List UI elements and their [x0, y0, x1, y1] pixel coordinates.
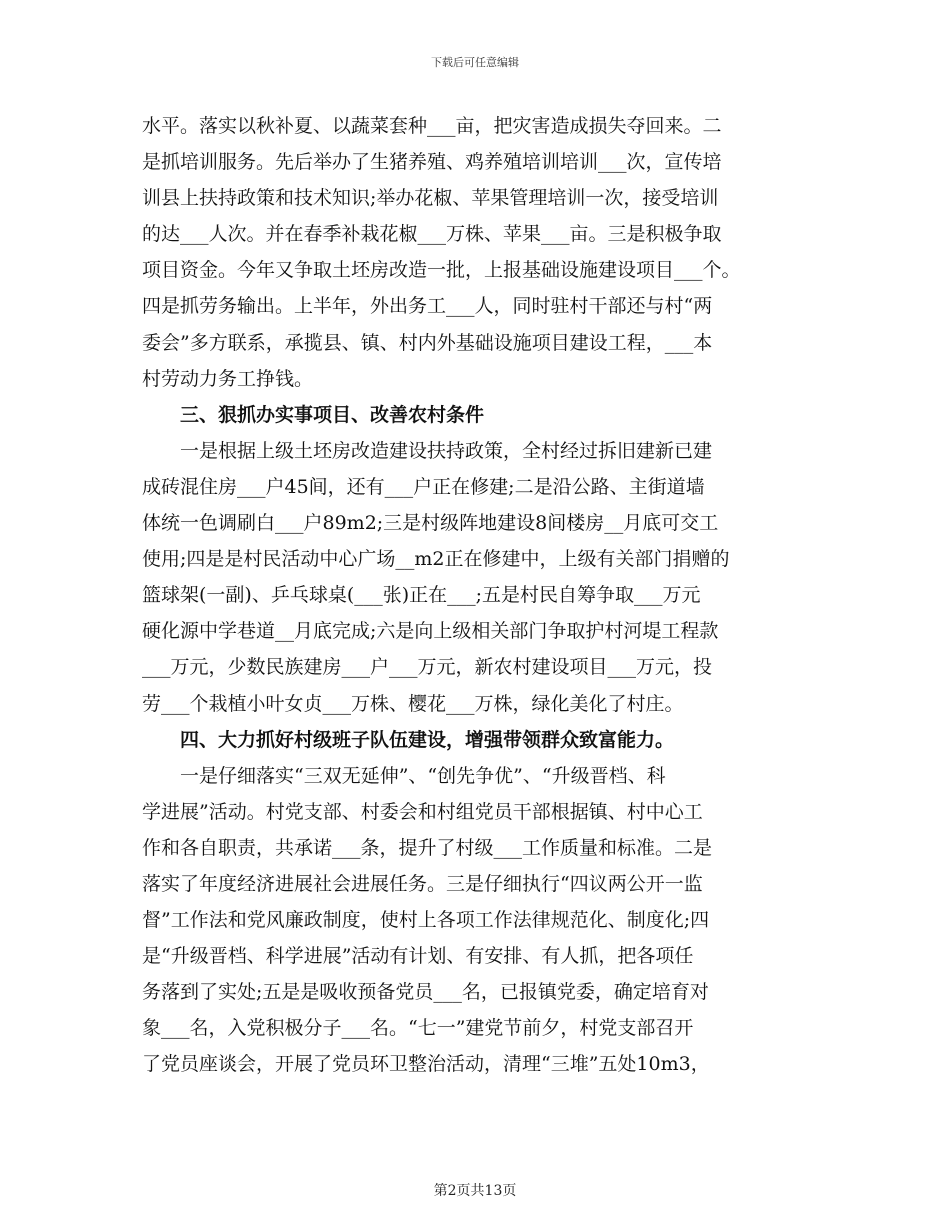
paragraph-line: 成砖混住房___户45间，还有___户正在修建;二是沿公路、主街道墙 [142, 475, 705, 498]
paragraph-line: 使用;四是是村民活动中心广场__m2正在修建中，上级有关部门捐赠的 [142, 548, 730, 571]
paragraph-line: 硬化源中学巷道__月底完成;六是向上级相关部门争取护村河堤工程款 [142, 620, 719, 643]
paragraph-line: 落实了年度经济进展社会进展任务。三是仔细执行“四议两公开一监 [142, 872, 703, 895]
paragraph-line: 督”工作法和党风廉政制度，使村上各项工作法律规范化、制度化;四 [142, 909, 710, 932]
paragraph-line: 一是仔细落实“三双无延伸”、“创先争优”、“升级晋档、科 [180, 764, 666, 787]
section-heading: 三、狠抓办实事项目、改善农村条件 [180, 403, 485, 426]
paragraph-line: 委会”多方联系，承揽县、镇、村内外基础设施项目建设工程，___本 [142, 331, 713, 354]
paragraph-line: ___万元，少数民族建房___户___万元，新农村建设项目___万元，投 [142, 656, 713, 679]
paragraph-line: 篮球架(一副)、乒乓球桌(___张)正在___;五是村民自筹争取___万元 [142, 584, 701, 607]
paragraph-line: 的达___人次。并在春季补栽花椒___万株、苹果___亩。三是积极争取 [142, 223, 722, 246]
paragraph-line: 水平。落实以秋补夏、以蔬菜套种___亩，把灾害造成损失夺回来。二 [142, 115, 722, 137]
paragraph-line: 是抓培训服务。先后举办了生猪养殖、鸡养殖培训培训___次，宣传培 [142, 151, 722, 174]
paragraph-line: 作和各自职责，共承诺___条，提升了村级___工作质量和标准。二是 [142, 836, 713, 859]
paragraph-line: 务落到了实处;五是是吸收预备党员___名，已报镇党委，确定培育对 [142, 981, 709, 1004]
paragraph-line: 村劳动力务工挣钱。 [142, 367, 314, 390]
document-body [142, 108, 818, 1083]
paragraph-line: 四是抓劳务输出。上半年，外出务工___人，同时驻村干部还与村“两 [142, 295, 713, 318]
section-heading: 四、大力抓好村级班子队伍建设，增强带领群众致富能力。 [180, 728, 675, 751]
paragraph-line: 一是根据上级土坯房改造建设扶持政策，全村经过拆旧建新已建 [180, 439, 713, 462]
paragraph-line: 是“升级晋档、科学进展”活动有计划、有安排、有人抓，把各项任 [142, 945, 694, 968]
paragraph-line: 学进展”活动。村党支部、村委会和村组党员干部根据镇、村中心工 [142, 800, 703, 823]
paragraph-line: 劳___个栽植小叶女贞___万株、樱花___万株，绿化美化了村庄。 [142, 692, 684, 715]
page-header: 下载后可任意编辑 [431, 56, 519, 69]
paragraph-line: 象___名，入党积极分子___名。“七一”建党节前夕，村党支部召开 [142, 1017, 694, 1040]
paragraph-line: 项目资金。今年又争取土坯房改造一批，上报基础设施建设项目___个。 [142, 259, 741, 282]
page-number: 第2页共13页 [433, 1183, 517, 1199]
paragraph-line: 体统一色调刷白___户89m2;三是村级阵地建设8间楼房__月底可交工 [142, 512, 719, 535]
paragraph-line: 了党员座谈会，开展了党员环卫整治活动，清理“三堆”五处10m3， [142, 1053, 710, 1076]
paragraph-line: 训县上扶持政策和技术知识;举办花椒、苹果管理培训一次，接受培训 [142, 187, 719, 210]
